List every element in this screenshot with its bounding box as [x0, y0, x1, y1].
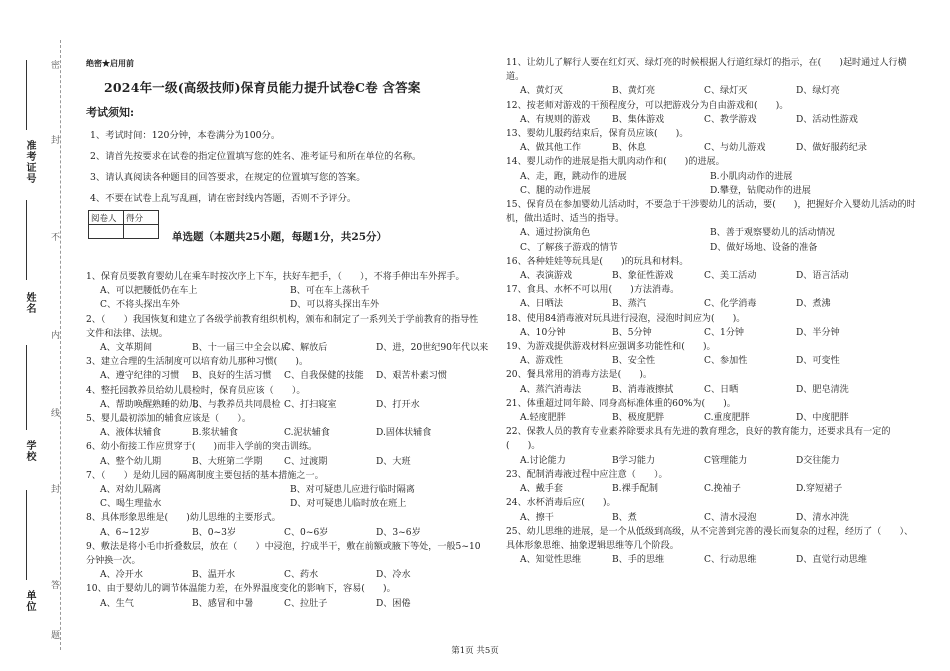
answer-option[interactable]: C、喝生理盐水: [100, 499, 162, 510]
answer-option[interactable]: A、生气: [100, 598, 134, 609]
answer-option[interactable]: B、良好的生活习惯: [192, 371, 272, 382]
answer-option[interactable]: B.浆状辅食: [192, 428, 238, 439]
seal-char: 内: [49, 330, 59, 339]
answer-option[interactable]: A、擦干: [520, 512, 554, 523]
answer-option[interactable]: A、做其他工作: [520, 143, 582, 154]
answer-option[interactable]: C、药水: [284, 570, 319, 581]
answer-option[interactable]: C管理能力: [704, 455, 748, 466]
page-title: 2024年一级(高级技师)保育员能力提升试卷C卷 含答案: [104, 80, 421, 95]
page-number: 第1页 共5页: [451, 646, 499, 656]
note-item: 2、请首先按要求在试卷的指定位置填写您的姓名、准考证号和所在单位的名称。: [90, 151, 422, 162]
option-row: [86, 398, 486, 412]
answer-option[interactable]: B、大班第二学期: [192, 456, 263, 467]
unit-label: 单位: [24, 590, 35, 612]
grader-header: 阅卷人: [89, 211, 124, 225]
answer-option[interactable]: D、打开水: [376, 399, 420, 410]
answer-option[interactable]: A、蒸汽消毒法: [520, 384, 582, 395]
answer-option[interactable]: D.固体状辅食: [376, 428, 432, 439]
option-row: [506, 411, 916, 425]
option-row: [86, 497, 486, 511]
answer-option[interactable]: C、日晒: [704, 384, 739, 395]
answer-option[interactable]: D交往能力: [796, 455, 840, 466]
option-row: [506, 84, 916, 98]
question-text: 16、各种娃娃等玩具是( )的玩具和材料。: [506, 256, 689, 267]
answer-option[interactable]: B、集体游戏: [612, 114, 665, 125]
question-text: 3、建立合理的生活制度可以培育幼儿那种习惯( )。: [86, 357, 309, 368]
answer-option[interactable]: A、黄灯灭: [520, 86, 563, 97]
answer-option[interactable]: C、教学游戏: [704, 114, 757, 125]
answer-option[interactable]: A、液体状辅食: [100, 428, 162, 439]
answer-option[interactable]: C、自我保健的技能: [284, 371, 364, 382]
answer-option[interactable]: C、打扫寝室: [284, 399, 337, 410]
answer-option[interactable]: D、半分钟: [796, 327, 840, 338]
answer-option[interactable]: D、3~6岁: [376, 527, 421, 538]
answer-option[interactable]: D、语言活动: [796, 271, 849, 282]
answer-option[interactable]: A、有规则的游戏: [520, 114, 591, 125]
option-row: [506, 354, 916, 368]
option-row: [506, 326, 916, 340]
notes-heading: 考试须知:: [86, 106, 135, 119]
answer-option[interactable]: B.小肌肉动作的进展: [710, 171, 793, 182]
answer-option[interactable]: C、拉肚子: [284, 598, 328, 609]
answer-option[interactable]: C、腿的动作进展: [520, 185, 591, 196]
option-row: [506, 297, 916, 311]
right-column: [506, 56, 916, 567]
answer-option[interactable]: D.穿短裙子: [796, 484, 843, 495]
answer-option[interactable]: A、对幼儿隔离: [100, 485, 162, 496]
answer-option[interactable]: A、10分钟: [520, 327, 566, 338]
answer-option[interactable]: C、清水浸泡: [704, 512, 757, 523]
answer-option[interactable]: A、遵守纪律的习惯: [100, 371, 180, 382]
answer-option[interactable]: D、艰苦朴素习惯: [376, 371, 447, 382]
answer-option[interactable]: A、日晒法: [520, 299, 563, 310]
answer-option[interactable]: C、化学消毒: [704, 299, 757, 310]
answer-option[interactable]: B、温开水: [192, 570, 236, 581]
question-text: 4、整托园教养员给幼儿晨检时，保育员应该（ ）。: [86, 385, 306, 396]
answer-option[interactable]: B、5分钟: [612, 327, 652, 338]
answer-option[interactable]: B、可在车上荡秋千: [290, 286, 370, 297]
option-row: [506, 511, 916, 525]
answer-option[interactable]: A、知觉性思维: [520, 555, 582, 566]
answer-option[interactable]: D、煮沸: [796, 299, 831, 310]
question-text: 15、保育员在参加婴幼儿活动时，不要急于干涉婴幼儿的活动，要( )，把握好介入婴幼儿活动的时机，做出适时、适当的指导。: [506, 200, 916, 225]
answer-option[interactable]: B.裸手配制: [612, 484, 658, 495]
seal-char: 封: [49, 135, 59, 144]
answer-option[interactable]: C.泥状辅食: [284, 428, 330, 439]
question-text: 6、幼小衔接工作应贯穿于( )而非入学前的突击训练。: [86, 442, 318, 453]
seal-char: 封: [49, 484, 59, 493]
unit-blank-line: [26, 490, 28, 580]
option-row: [506, 454, 916, 468]
answer-option[interactable]: B、十一届三中全会以后: [192, 343, 290, 354]
option-row: [506, 269, 916, 283]
seal-char: 题: [49, 630, 59, 639]
admission-blank-line: [26, 60, 28, 130]
score-cell[interactable]: [124, 225, 159, 239]
note-item: 1、考试时间：120分钟，本卷满分为100分。: [90, 130, 281, 141]
answer-option[interactable]: D、绿灯亮: [796, 86, 840, 97]
answer-option[interactable]: D.攀登，钻爬动作的进展: [710, 185, 811, 196]
answer-option[interactable]: A、走，跑，跳动作的进展: [520, 171, 627, 182]
answer-option[interactable]: A.讨论能力: [520, 455, 566, 466]
answer-option[interactable]: A、冷开水: [100, 570, 143, 581]
answer-option[interactable]: A、整个幼儿期: [100, 456, 162, 467]
question-text: 12、按老师对游戏的干预程度分，可以把游戏分为自由游戏和( )。: [506, 100, 789, 111]
answer-option[interactable]: C、0~6岁: [284, 527, 329, 538]
option-row: [86, 455, 486, 469]
answer-option[interactable]: B、黄灯亮: [612, 86, 656, 97]
answer-option[interactable]: D、清水冲洗: [796, 512, 849, 523]
question-text: 7、（ ）是幼儿园的隔离制度主要包括的基本措施之一。: [86, 470, 324, 481]
answer-option[interactable]: B、蒸汽: [612, 299, 646, 310]
answer-option[interactable]: D、直觉行动思维: [796, 555, 867, 566]
question-list-right: [506, 56, 916, 567]
answer-option[interactable]: C.挽袖子: [704, 484, 741, 495]
answer-option[interactable]: D、做好服药纪录: [796, 143, 867, 154]
answer-option[interactable]: B、对可疑患儿应进行临时隔离: [290, 485, 415, 496]
option-row: [506, 241, 916, 255]
answer-option[interactable]: B、感冒和中暑: [192, 598, 254, 609]
question-text: 25、幼儿思维的进展，是一个从低级到高级，从不完善到完善的漫长而复杂的过程，经历了（ ）、具体形象思维、抽象逻辑思维等几个阶段。: [506, 526, 914, 551]
option-row: [86, 298, 486, 312]
option-row: [506, 226, 916, 240]
binding-strip: [38, 40, 61, 650]
answer-option[interactable]: A、表演游戏: [520, 271, 573, 282]
answer-option[interactable]: C、参加性: [704, 356, 748, 367]
option-row: [506, 383, 916, 397]
answer-option[interactable]: A、文革期间: [100, 343, 153, 354]
answer-option[interactable]: D、困倦: [376, 598, 411, 609]
question-text: 21、体重超过同年龄、同身高标准体重的60%为( )。: [506, 398, 736, 409]
answer-option[interactable]: A、6~12岁: [100, 527, 150, 538]
answer-option[interactable]: D、可以将头探出车外: [290, 300, 380, 311]
name-blank-line: [26, 200, 28, 280]
note-item: 4、不要在试卷上乱写乱画，请在密封线内答题，否则不予评分。: [90, 193, 357, 204]
answer-option[interactable]: A、戴手套: [520, 484, 563, 495]
answer-option[interactable]: B、手的思维: [612, 555, 665, 566]
option-row: [86, 483, 486, 497]
question-text: 11、让幼儿了解行人要在红灯灭、绿灯亮的时候根据人行道红绿灯的指示，在( )起时通过人行横道。: [506, 58, 907, 83]
section-title: 单选题（本题共25小题，每题1分，共25分）: [172, 231, 388, 243]
question-text: 10、由于婴幼儿的调节体温能力差，在外界温度变化的影响下，容易( )。: [86, 584, 396, 595]
answer-option[interactable]: D、中度肥胖: [796, 413, 849, 424]
answer-option[interactable]: B、0~3岁: [192, 527, 237, 538]
question-text: 20、餐具常用的消毒方法是( )。: [506, 370, 652, 381]
answer-option[interactable]: C、与幼儿游戏: [704, 143, 766, 154]
question-text: 1、保育员要教育婴幼儿在乘车时按次序上下车，扶好车把手，（ ），不将手伸出车外挥手。: [86, 272, 465, 282]
answer-option[interactable]: A、帮助唤醒熟睡的幼儿: [100, 399, 198, 410]
left-column: [86, 58, 489, 611]
score-area: [86, 210, 486, 254]
answer-option[interactable]: C.重度肥胖: [704, 413, 750, 424]
answer-option[interactable]: D、可变性: [796, 356, 840, 367]
answer-option[interactable]: D、进，20世纪90年代以来: [376, 343, 489, 354]
question-text: 18、使用84消毒液对玩具进行浸泡，浸泡时间应为( )。: [506, 313, 746, 324]
option-row: [506, 170, 916, 184]
answer-option[interactable]: C、过渡期: [284, 456, 328, 467]
seal-char: 不: [49, 232, 59, 241]
answer-option[interactable]: B、休息: [612, 143, 646, 154]
score-table: [88, 210, 159, 239]
grader-cell[interactable]: [89, 225, 124, 239]
answer-option[interactable]: D、冷水: [376, 570, 411, 581]
answer-option[interactable]: C、解放后: [284, 343, 328, 354]
school-blank-line: [26, 345, 28, 430]
answer-option[interactable]: D、大班: [376, 456, 411, 467]
question-text: 19、为游戏提供游戏材料应强调多功能性和( )。: [506, 342, 716, 353]
answer-option[interactable]: B、象征性游戏: [612, 271, 674, 282]
note-item: 3、请认真阅读各种题目的回答要求，在规定的位置填写您的答案。: [90, 172, 366, 183]
question-text: 13、婴幼儿服药结束后，保育员应该( )。: [506, 129, 689, 140]
score-header: 得分: [124, 211, 159, 225]
answer-option[interactable]: C、1分钟: [704, 327, 745, 338]
answer-option[interactable]: C、美工活动: [704, 271, 757, 282]
answer-option[interactable]: A、可以把腰低仍在车上: [100, 286, 198, 297]
answer-option[interactable]: B学习能力: [612, 455, 656, 466]
admission-number-label: 准考证号: [24, 140, 35, 184]
answer-option[interactable]: A.轻度肥胖: [520, 413, 566, 424]
option-row: [86, 341, 489, 355]
option-row: [86, 597, 486, 611]
option-row: [86, 526, 486, 540]
seal-char: 线: [49, 408, 59, 417]
question-text: 5、婴儿最初添加的辅食应该是（ ）。: [86, 414, 251, 425]
option-row: [506, 553, 916, 567]
option-row: [86, 426, 486, 440]
question-text: 9、敷法是将小毛巾折叠数层，放在（ ）中浸泡，拧成半干，敷在前额或腋下等处，一般5~10分钟换一次。: [86, 541, 481, 567]
answer-option[interactable]: A、游戏性: [520, 356, 563, 367]
option-row: [506, 482, 916, 496]
seal-char: 密: [49, 60, 59, 69]
answer-option[interactable]: B、善于观察婴幼儿的活动情况: [710, 228, 835, 239]
option-row: [506, 141, 916, 155]
answer-option[interactable]: C、了解孩子游戏的情节: [520, 242, 618, 253]
answer-option[interactable]: D、做好场地、设备的准备: [710, 242, 818, 253]
option-row: [506, 184, 916, 198]
secret-mark: 绝密★启用前: [86, 58, 134, 68]
answer-option[interactable]: D、活动性游戏: [796, 114, 858, 125]
answer-option[interactable]: A、通过扮演角色: [520, 228, 591, 239]
answer-option[interactable]: B、与教养员共同晨检: [192, 399, 281, 410]
option-row: [86, 369, 486, 383]
option-row: [86, 568, 486, 582]
name-label: 姓名: [24, 292, 35, 314]
answer-option[interactable]: B、消毒液擦拭: [612, 384, 674, 395]
question-list-left: [86, 270, 489, 611]
answer-option[interactable]: C、行动思维: [704, 555, 757, 566]
option-row: [506, 113, 916, 127]
question-text: 22、保教人员的教育专业素养除要求具有先进的教育理念，良好的教育能力，还要求具有一定的( )。: [506, 427, 891, 452]
seal-char: 答: [49, 580, 59, 589]
question-text: 17、食具、水杯不可以用( )方法消毒。: [506, 285, 680, 296]
answer-option[interactable]: B、极度肥胖: [612, 413, 665, 424]
school-label: 学校: [24, 440, 35, 462]
answer-option[interactable]: C、不将头探出车外: [100, 300, 180, 311]
question-text: 8、具体形象思维是( )幼儿思维的主要形式。: [86, 513, 281, 524]
answer-option[interactable]: C、绿灯灭: [704, 86, 748, 97]
question-text: 24、水杯消毒后应( )。: [506, 498, 616, 509]
answer-option[interactable]: D、肥皂清洗: [796, 384, 849, 395]
answer-option[interactable]: D、对可疑患儿临时放在班上: [290, 499, 407, 510]
answer-option[interactable]: B、安全性: [612, 356, 656, 367]
question-text: 2、（ ）我国恢复和建立了各级学前教育组织机构，颁布和制定了一系列关于学前教育的指导性文件和法律、法规。: [86, 314, 479, 339]
question-text: 14、婴儿动作的进展是指大肌肉动作和( )的进展。: [506, 157, 725, 168]
question-text: 23、配制消毒液过程中应注意（ ）。: [506, 469, 668, 480]
option-row: [86, 284, 486, 298]
answer-option[interactable]: B、煮: [612, 512, 637, 523]
